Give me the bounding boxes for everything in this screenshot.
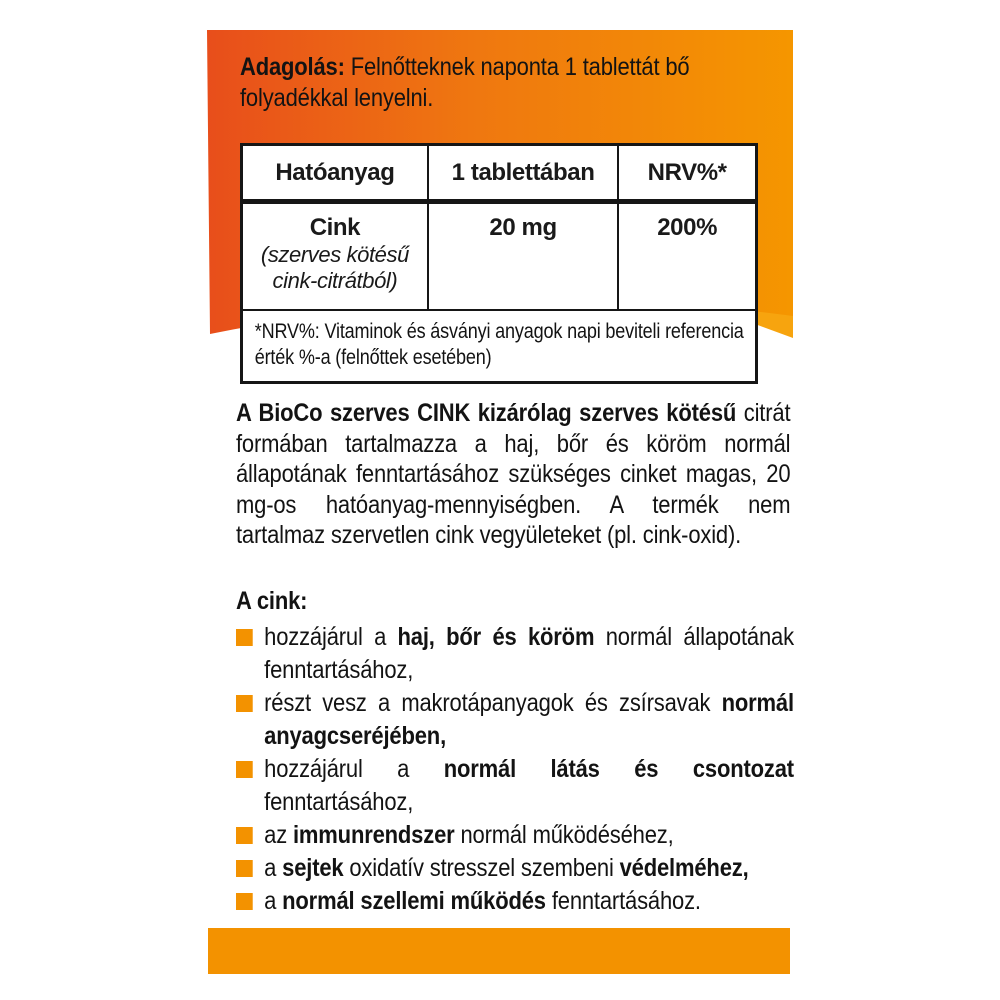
- benefit-text: az immunrendszer normál működéséhez,: [264, 821, 674, 849]
- nrv-cell: 200%: [657, 214, 718, 241]
- benefits-heading: A cink:: [236, 587, 308, 615]
- benefit-item: [236, 885, 794, 918]
- dosage-text: Adagolás: Felnőtteknek naponta 1 tablettát bő folyadékkal lenyelni.: [240, 53, 690, 112]
- ingredient-name: Cink: [309, 214, 361, 241]
- ingredient-note: (szerves kötésű cink-citrátból): [260, 242, 409, 293]
- amount-cell: 20 mg: [429, 204, 619, 309]
- bullet-square-icon: [236, 695, 253, 712]
- table-header-row: [243, 146, 755, 204]
- benefits-list: [236, 621, 794, 918]
- benefit-text: a normál szellemi működés fenntartásához.: [264, 887, 701, 915]
- table-data-row: [243, 204, 755, 309]
- benefit-item: [236, 753, 794, 819]
- column-header-ingredient: Hatóanyag: [243, 146, 429, 199]
- table-footnote-row: [243, 309, 755, 381]
- nrv-footnote: *NRV%: Vitaminok és ásványi anyagok napi beviteli referencia érték %-a (felnőttek esetében): [254, 320, 744, 369]
- bottom-accent-bar: [208, 928, 790, 974]
- column-header-per-tablet: 1 tablettában: [429, 146, 619, 199]
- bullet-square-icon: [236, 629, 253, 646]
- bullet-square-icon: [236, 827, 253, 844]
- benefit-item: [236, 687, 794, 753]
- bullet-square-icon: [236, 761, 253, 778]
- bullet-square-icon: [236, 860, 253, 877]
- benefit-text: a sejtek oxidatív stresszel szembeni védelméhez,: [264, 854, 749, 882]
- benefit-item: [236, 819, 794, 852]
- benefit-text: hozzájárul a normál látás és csontozat fenntartásához,: [264, 755, 794, 816]
- benefit-text: részt vesz a makrotápanyagok és zsírsavak normál anyagcseréjében,: [264, 689, 794, 750]
- bullet-square-icon: [236, 893, 253, 910]
- benefit-text: hozzájárul a haj, bőr és köröm normál állapotának fenntartásához,: [264, 623, 794, 684]
- column-header-nrv: NRV%*: [647, 159, 727, 186]
- product-description: A BioCo szerves CINK kizárólag szerves kötésű citrát formában tartalmazza a haj, bőr és köröm normál állapotának fenntartásához szükséges cinket magas, 20 mg-os hatóanyag-mennyiségben. A termék nem tartalmaz szervetlen cink vegyületeket (pl. cink-oxid).: [236, 399, 791, 549]
- benefit-item: [236, 852, 794, 885]
- ingredient-cell: [243, 204, 429, 309]
- nutrition-table: [240, 143, 758, 384]
- benefit-item: [236, 621, 794, 687]
